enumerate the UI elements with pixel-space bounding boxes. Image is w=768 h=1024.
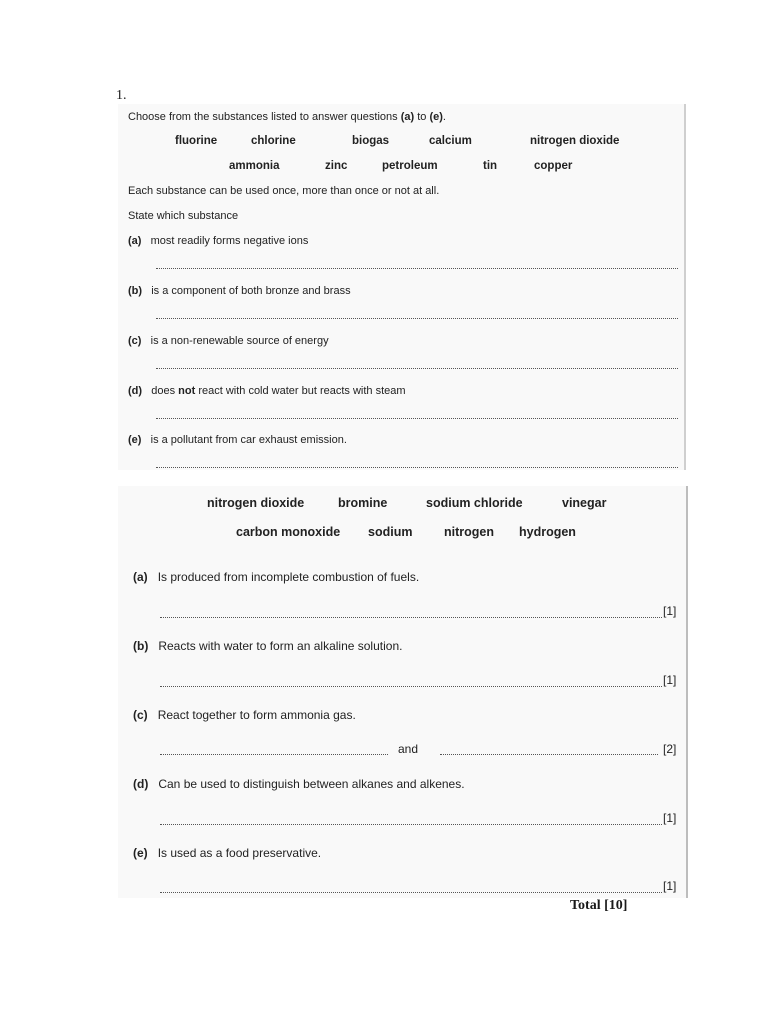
question-label: (a) (133, 570, 148, 584)
question-a (128, 235, 308, 247)
answer-line-c2[interactable] (440, 754, 658, 755)
answer-line-c[interactable] (156, 368, 678, 369)
mark-allocation: [1] (663, 673, 677, 687)
answer-line-a[interactable] (160, 617, 662, 618)
substance: vinegar (562, 496, 607, 510)
substance: calcium (429, 135, 472, 147)
question-text: react with cold water but reacts with steam (198, 385, 406, 397)
note: Each substance can be used once, more than once or not at all. (128, 185, 440, 197)
substance: nitrogen dioxide (207, 496, 305, 510)
question-text: most readily forms negative ions (150, 235, 309, 247)
total-marks: Total [10] (570, 898, 628, 913)
question-e (133, 846, 321, 860)
question-text: Is used as a food preservative. (157, 846, 322, 860)
question-label: (c) (133, 708, 148, 722)
mark-allocation: [2] (663, 742, 677, 756)
question-number: 1. (116, 88, 127, 103)
substance: tin (483, 160, 498, 172)
mark-allocation: [1] (663, 879, 677, 893)
question-label: (c) (128, 335, 142, 347)
question-text: Reacts with water to form an alkaline solution. (158, 639, 403, 653)
question-label: (d) (128, 385, 143, 397)
question-e (128, 434, 347, 446)
prompt: State which substance (128, 210, 239, 222)
answer-line-b[interactable] (156, 318, 678, 319)
question-c (128, 335, 329, 347)
question-text: does (151, 385, 176, 397)
question-emphasis: not (178, 385, 196, 397)
substance: hydrogen (519, 525, 576, 539)
answer-line-d[interactable] (156, 418, 678, 419)
substance: sodium (368, 525, 413, 539)
mark-allocation: [1] (663, 604, 677, 618)
question-d (133, 777, 465, 791)
substance: fluorine (175, 135, 218, 147)
substance: carbon monoxide (236, 525, 341, 539)
question-label: (e) (133, 846, 148, 860)
question-label: (d) (133, 777, 149, 791)
substance: bromine (338, 496, 388, 510)
question-text: is a non-renewable source of energy (150, 335, 329, 347)
answer-line-d[interactable] (160, 824, 662, 825)
substance: zinc (325, 160, 348, 172)
answer-line-e[interactable] (160, 892, 662, 893)
instruction: Choose from the substances listed to answer questions (a) to (e). (128, 111, 446, 123)
answer-line-b[interactable] (160, 686, 662, 687)
substance: chlorine (251, 135, 296, 147)
substance: petroleum (382, 160, 438, 172)
question-text: Is produced from incomplete combustion of fuels. (157, 570, 420, 584)
substance: copper (534, 160, 573, 172)
question-text: React together to form ammonia gas. (157, 708, 356, 722)
answer-line-e[interactable] (156, 467, 678, 468)
question-text: is a component of both bronze and brass (151, 285, 351, 297)
and-word: and (398, 742, 419, 756)
question-text: is a pollutant from car exhaust emission. (150, 434, 347, 446)
substance: nitrogen (444, 525, 494, 539)
answer-line-c1[interactable] (160, 754, 388, 755)
question-a (133, 570, 419, 584)
question-label: (b) (133, 639, 149, 653)
question-d (128, 385, 406, 397)
substance: ammonia (229, 160, 280, 172)
scanned-section-1 (118, 104, 686, 470)
question-c (133, 708, 356, 722)
question-b (133, 639, 402, 653)
answer-line-a[interactable] (156, 268, 678, 269)
question-label: (b) (128, 285, 143, 297)
substance: biogas (352, 135, 390, 147)
question-b (128, 285, 351, 297)
substance: nitrogen dioxide (530, 135, 620, 147)
mark-allocation: [1] (663, 811, 677, 825)
question-label: (e) (128, 434, 142, 446)
question-label: (a) (128, 235, 142, 247)
question-text: Can be used to distinguish between alkanes and alkenes. (158, 777, 465, 791)
scanned-section-2 (118, 486, 688, 898)
substance: sodium chloride (426, 496, 523, 510)
